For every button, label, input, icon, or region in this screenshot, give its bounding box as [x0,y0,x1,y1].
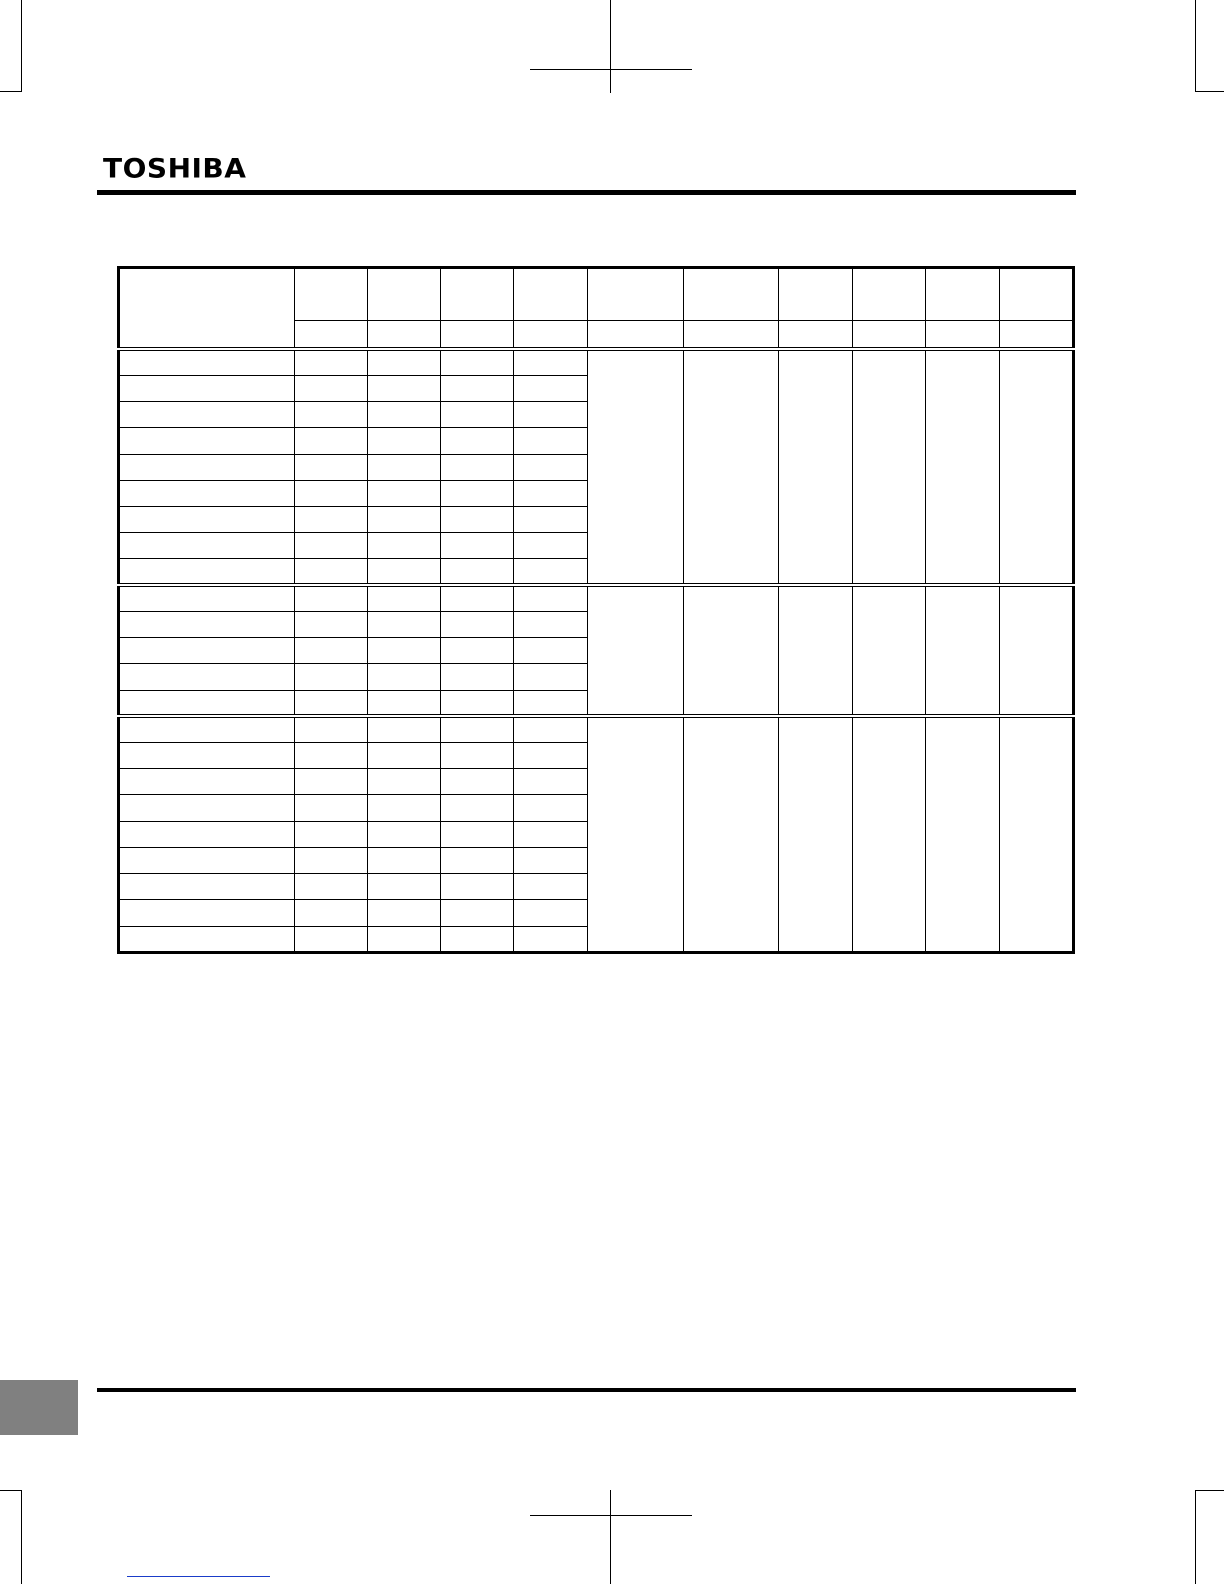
table-cell [295,821,368,847]
crop-mark [1195,1490,1224,1491]
row-label-cell [119,821,295,847]
group-merged-cell [853,585,926,716]
table-cell [441,402,514,428]
unit-cell [368,321,441,349]
row-label-cell [119,533,295,559]
table-cell [368,638,441,664]
table-cell [368,533,441,559]
table-cell [441,454,514,480]
group-merged-cell [779,716,853,952]
footer-rule [97,1388,1076,1392]
table-cell [368,664,441,690]
table-cell [441,926,514,953]
row-label-cell [119,874,295,900]
table-cell [514,847,588,873]
table-cell [368,821,441,847]
crop-mark [610,1490,611,1584]
crop-mark [610,0,611,93]
table-cell [368,716,441,742]
row-label-cell [119,507,295,533]
table-cell [514,349,588,375]
table-cell [295,638,368,664]
table-cell [295,533,368,559]
crop-mark [21,1490,22,1584]
table-cell [368,795,441,821]
header-cell [588,268,684,321]
group-merged-cell [588,716,684,952]
table-cell [514,690,588,716]
unit-cell [295,321,368,349]
table-cell [441,428,514,454]
table-cell [514,585,588,611]
footer-link-underline [127,1576,270,1577]
table-cell [441,507,514,533]
group-merged-cell [684,716,779,952]
row-label-cell [119,769,295,795]
table-cell [441,874,514,900]
unit-cell [441,321,514,349]
table-cell [295,507,368,533]
row-label-cell [119,585,295,611]
row-label-cell [119,402,295,428]
table-cell [368,926,441,953]
row-label-cell [119,349,295,375]
table-cell [514,402,588,428]
table-cell [514,742,588,768]
table-cell [514,533,588,559]
header-cell [295,268,368,321]
row-label-cell [119,716,295,742]
row-label-cell [119,664,295,690]
row-label-cell [119,742,295,768]
row-label-cell [119,847,295,873]
crop-mark [1195,91,1224,92]
table-cell [441,533,514,559]
table-cell [295,795,368,821]
table-cell [368,375,441,401]
table-cell [295,375,368,401]
table-cell [441,375,514,401]
table-cell [368,611,441,637]
table-cell [295,926,368,953]
table-cell [514,716,588,742]
row-label-cell [119,638,295,664]
table-cell [514,769,588,795]
table-cell [295,349,368,375]
group-merged-cell [588,585,684,716]
table-row [119,716,1074,742]
group-merged-cell [1000,349,1074,585]
header-cell [684,268,779,321]
table-header-row [119,268,1074,321]
table-cell [514,559,588,585]
unit-cell [1000,321,1074,349]
table-cell [368,402,441,428]
crop-mark [1195,0,1196,92]
table-cell [441,638,514,664]
table-cell [514,664,588,690]
table-cell [295,690,368,716]
table-cell [295,454,368,480]
table-cell [441,742,514,768]
row-label-cell [119,795,295,821]
table-cell [368,428,441,454]
table-cell [295,480,368,506]
table-cell [514,454,588,480]
table-cell [368,507,441,533]
header-cell [1000,268,1074,321]
unit-cell [926,321,1000,349]
row-label-cell [119,611,295,637]
header-cell [926,268,1000,321]
row-label-cell [119,480,295,506]
table-cell [295,847,368,873]
table-cell [441,900,514,926]
crop-mark [530,69,692,70]
group-merged-cell [853,349,926,585]
table-cell [441,690,514,716]
table-row [119,585,1074,611]
table-cell [441,847,514,873]
row-label-cell [119,690,295,716]
row-label-cell [119,900,295,926]
toshiba-logo: TOSHIBA [103,152,247,185]
header-cell [853,268,926,321]
group-merged-cell [926,716,1000,952]
table-cell [514,428,588,454]
group-merged-cell [684,349,779,585]
crop-mark [0,91,22,92]
table-cell [295,402,368,428]
group-merged-cell [684,585,779,716]
table-cell [441,480,514,506]
table-row [119,349,1074,375]
table-cell [295,900,368,926]
table-cell [441,664,514,690]
table-cell [368,690,441,716]
table-cell [368,559,441,585]
table-cell [514,638,588,664]
table-cell [368,900,441,926]
group-merged-cell [926,585,1000,716]
group-merged-cell [588,349,684,585]
header-cell [119,268,295,350]
table-cell [295,664,368,690]
spec-table [117,266,1075,954]
table-cell [441,585,514,611]
row-label-cell [119,926,295,953]
row-label-cell [119,559,295,585]
table-cell [514,874,588,900]
unit-cell [853,321,926,349]
table-cell [441,795,514,821]
unit-cell [514,321,588,349]
table-cell [441,821,514,847]
table-cell [368,454,441,480]
table-cell [368,349,441,375]
table-cell [368,769,441,795]
group-merged-cell [1000,716,1074,952]
table-cell [514,375,588,401]
group-merged-cell [779,585,853,716]
header-cell [441,268,514,321]
table-cell [441,716,514,742]
table-cell [441,349,514,375]
table-cell [441,611,514,637]
crop-mark [1195,1490,1196,1584]
header-cell [368,268,441,321]
group-merged-cell [779,349,853,585]
table-cell [368,874,441,900]
table-cell [514,611,588,637]
table-cell [295,874,368,900]
header-cell [779,268,853,321]
table-cell [368,742,441,768]
row-label-cell [119,454,295,480]
table-cell [514,821,588,847]
crop-mark [530,1515,692,1516]
row-label-cell [119,375,295,401]
table-cell [295,428,368,454]
header-cell [514,268,588,321]
header-rule [97,190,1076,195]
table-cell [295,611,368,637]
group-merged-cell [1000,585,1074,716]
table-cell [441,769,514,795]
group-merged-cell [853,716,926,952]
table-cell [295,742,368,768]
table-cell [295,716,368,742]
crop-mark [0,1490,22,1491]
table-cell [295,769,368,795]
table-cell [295,559,368,585]
row-label-cell [119,428,295,454]
table-cell [368,585,441,611]
table-cell [514,480,588,506]
table-cell [514,795,588,821]
table-cell [368,847,441,873]
group-merged-cell [926,349,1000,585]
crop-mark [21,0,22,92]
table-cell [295,585,368,611]
table-cell [514,507,588,533]
unit-cell [779,321,853,349]
chapter-side-tab [0,1380,78,1435]
unit-cell [588,321,684,349]
table-cell [441,559,514,585]
table-cell [514,926,588,953]
table-cell [368,480,441,506]
table-cell [514,900,588,926]
unit-cell [684,321,779,349]
